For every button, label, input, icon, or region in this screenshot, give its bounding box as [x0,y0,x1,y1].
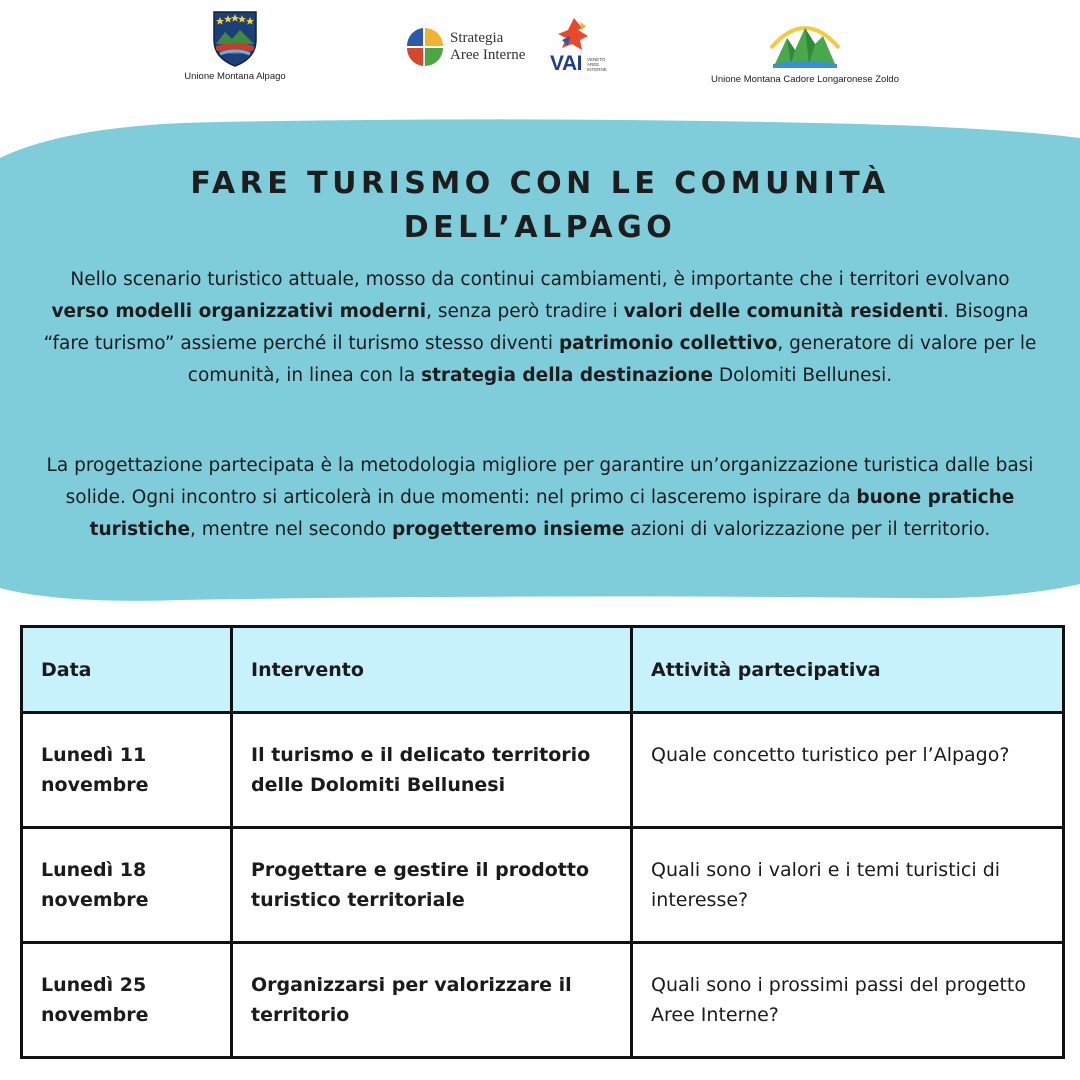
schedule-table [20,625,1065,1059]
strategia-aree-interne-icon [405,26,445,70]
cadore-caption: Unione Montana Cadore Longaronese Zoldo [710,74,900,85]
row-date: Lunedì 18 novembre [22,828,232,943]
row-date: Lunedì 11 novembre [22,713,232,828]
row-intervento: Progettare e gestire il prodotto turistico territoriale [232,828,632,943]
header-attivita: Attività partecipativa [632,627,1064,713]
alpago-crest-icon [210,6,260,68]
table-row [22,943,1064,1058]
body-text: , mentre nel secondo [190,519,392,540]
table-row [22,713,1064,828]
row-intervento: Il turismo e il delicato territorio delle Dolomiti Bellunesi [232,713,632,828]
row-attivita: Quali sono i prossimi passi del progetto Aree Interne? [632,943,1064,1058]
cadore-mountains-icon [765,14,845,70]
sai-line-2: Aree Interne [450,47,526,63]
body-text: azioni di valorizzazione per il territorio. [624,519,991,540]
logo-unione-montana-cadore [690,14,920,85]
body-text: La progettazione partecipata è la metodologia migliore per garantire un’organizzazione turistica dalle basi solide. Ogni incontro si articolerà in due momenti: nel primo ci lasceremo ispirare da [46,455,1034,508]
vai-shape-icon [552,18,596,54]
highlight-text: progetteremo insieme [391,519,625,540]
body-text: , generatore di valore per le comunità, in linea con la [187,333,1037,386]
row-attivita: Quale concetto turistico per l’Alpago? [632,713,1064,828]
highlight-text: valori delle comunità residenti [623,301,944,322]
highlight-text: buone pratiche turistiche [89,487,1015,540]
table-header-row [22,627,1064,713]
logo-strategia-aree-interne [402,22,547,78]
title-line-1: FARE TURISMO CON LE COMUNITÀ [190,166,890,201]
intro-paragraph-2 [40,450,1040,546]
alpago-caption: Unione Montana Alpago [184,71,286,82]
row-intervento: Organizzarsi per valorizzare il territorio [232,943,632,1058]
highlight-text: verso modelli organizzativi moderni [51,301,427,322]
header-data: Data [22,627,232,713]
highlight-text: patrimonio collettivo [558,333,778,354]
body-text: Dolomiti Bellunesi. [713,365,893,386]
sai-line-1: Strategia [450,30,504,46]
table-row [22,828,1064,943]
body-text: , senza però tradire i [426,301,624,322]
row-date: Lunedì 25 novembre [22,943,232,1058]
header-intervento: Intervento [232,627,632,713]
intro-banner [0,118,1080,606]
logo-unione-montana-alpago [150,6,320,82]
highlight-text: strategia della destinazione [421,365,713,386]
title-line-2: DELL’ALPAGO [403,210,677,245]
intro-paragraph-1 [40,264,1040,392]
body-text: . Bisogna “fare turismo” assieme perché il turismo stesso diventi [43,301,1029,354]
vai-mark: VAI [550,52,582,75]
body-text: Nello scenario turistico attuale, mosso da continui cambiamenti, è importante che i territori evolvano [70,269,1010,290]
logo-vai [548,18,616,80]
row-attivita: Quali sono i valori e i temi turistici di interesse? [632,828,1064,943]
page-title [0,162,1080,250]
vai-subtitle: VENETO AREE INTERNE [587,57,607,72]
